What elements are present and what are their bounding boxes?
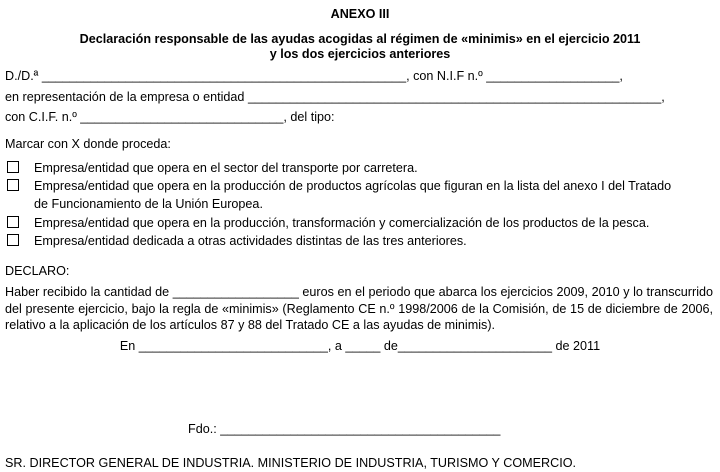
cif-label: con C.I.F. n.º bbox=[5, 110, 77, 124]
option-agriculture: Empresa/entidad que opera en la producción de productos agrícolas que figuran en la lista del anexo I del Tratado bbox=[34, 179, 672, 193]
signature-line[interactable]: Fdo.: ________________________________________ bbox=[188, 422, 501, 436]
cif-line bbox=[5, 109, 335, 125]
recipient-footer: SR. DIRECTOR GENERAL DE INDUSTRIA. MINISTERIO DE INDUSTRIA, TURISMO Y COMERCIO. bbox=[5, 456, 576, 470]
option-other: Empresa/entidad dedicada a otras actividades distintas de las tres anteriores. bbox=[34, 234, 467, 248]
option-fishing: Empresa/entidad que opera en la producción, transformación y comercialización de los productos de la pesca. bbox=[34, 216, 650, 230]
nif-blank[interactable]: ___________________, bbox=[486, 69, 623, 83]
declaration-body: Haber recibido la cantidad de __________________ euros en el periodo que abarca los ejercicios 2009, 2010 y lo transcurrido del presente ejercicio, bajo la regla de «minimis» (Reglamento CE n.º 1998/2006 de la Comisión, de 15 de diciembre de 2006, relativo a la aplicación de los artículos 87 y 88 del Tratado CE a las ayudas de minimis). bbox=[5, 285, 713, 333]
type-label: , del tipo: bbox=[283, 110, 335, 124]
representation-line bbox=[5, 89, 665, 105]
other-activities-checkbox[interactable] bbox=[7, 234, 19, 246]
name-label: D./D.ª bbox=[5, 69, 39, 83]
declaration-title-line1: Declaración responsable de las ayudas acogidas al régimen de «minimis» en el ejercicio 2011 bbox=[79, 32, 641, 46]
representation-label: en representación de la empresa o entidad bbox=[5, 90, 245, 104]
option-agriculture-cont: de Funcionamiento de la Unión Europea. bbox=[34, 197, 263, 211]
agriculture-checkbox[interactable] bbox=[7, 179, 19, 191]
name-line bbox=[5, 68, 623, 84]
place-date-line[interactable]: En ___________________________, a _____ de______________________ de 2011 bbox=[119, 339, 601, 353]
declaro-heading: DECLARO: bbox=[5, 264, 70, 278]
company-blank[interactable]: ___________________________________________________________, bbox=[247, 90, 665, 104]
fishing-checkbox[interactable] bbox=[7, 216, 19, 228]
mark-instruction: Marcar con X donde proceda: bbox=[5, 137, 171, 151]
name-blank[interactable]: ____________________________________________________ bbox=[41, 69, 407, 83]
declaration-title-line2: y los dos ejercicios anteriores bbox=[269, 47, 451, 61]
nif-label: , con N.I.F n.º bbox=[406, 69, 483, 83]
option-transport: Empresa/entidad que opera en el sector del transporte por carretera. bbox=[34, 161, 418, 175]
annex-title: ANEXO III bbox=[330, 7, 390, 21]
cif-blank[interactable]: _____________________________ bbox=[80, 110, 284, 124]
transport-checkbox[interactable] bbox=[7, 161, 19, 173]
